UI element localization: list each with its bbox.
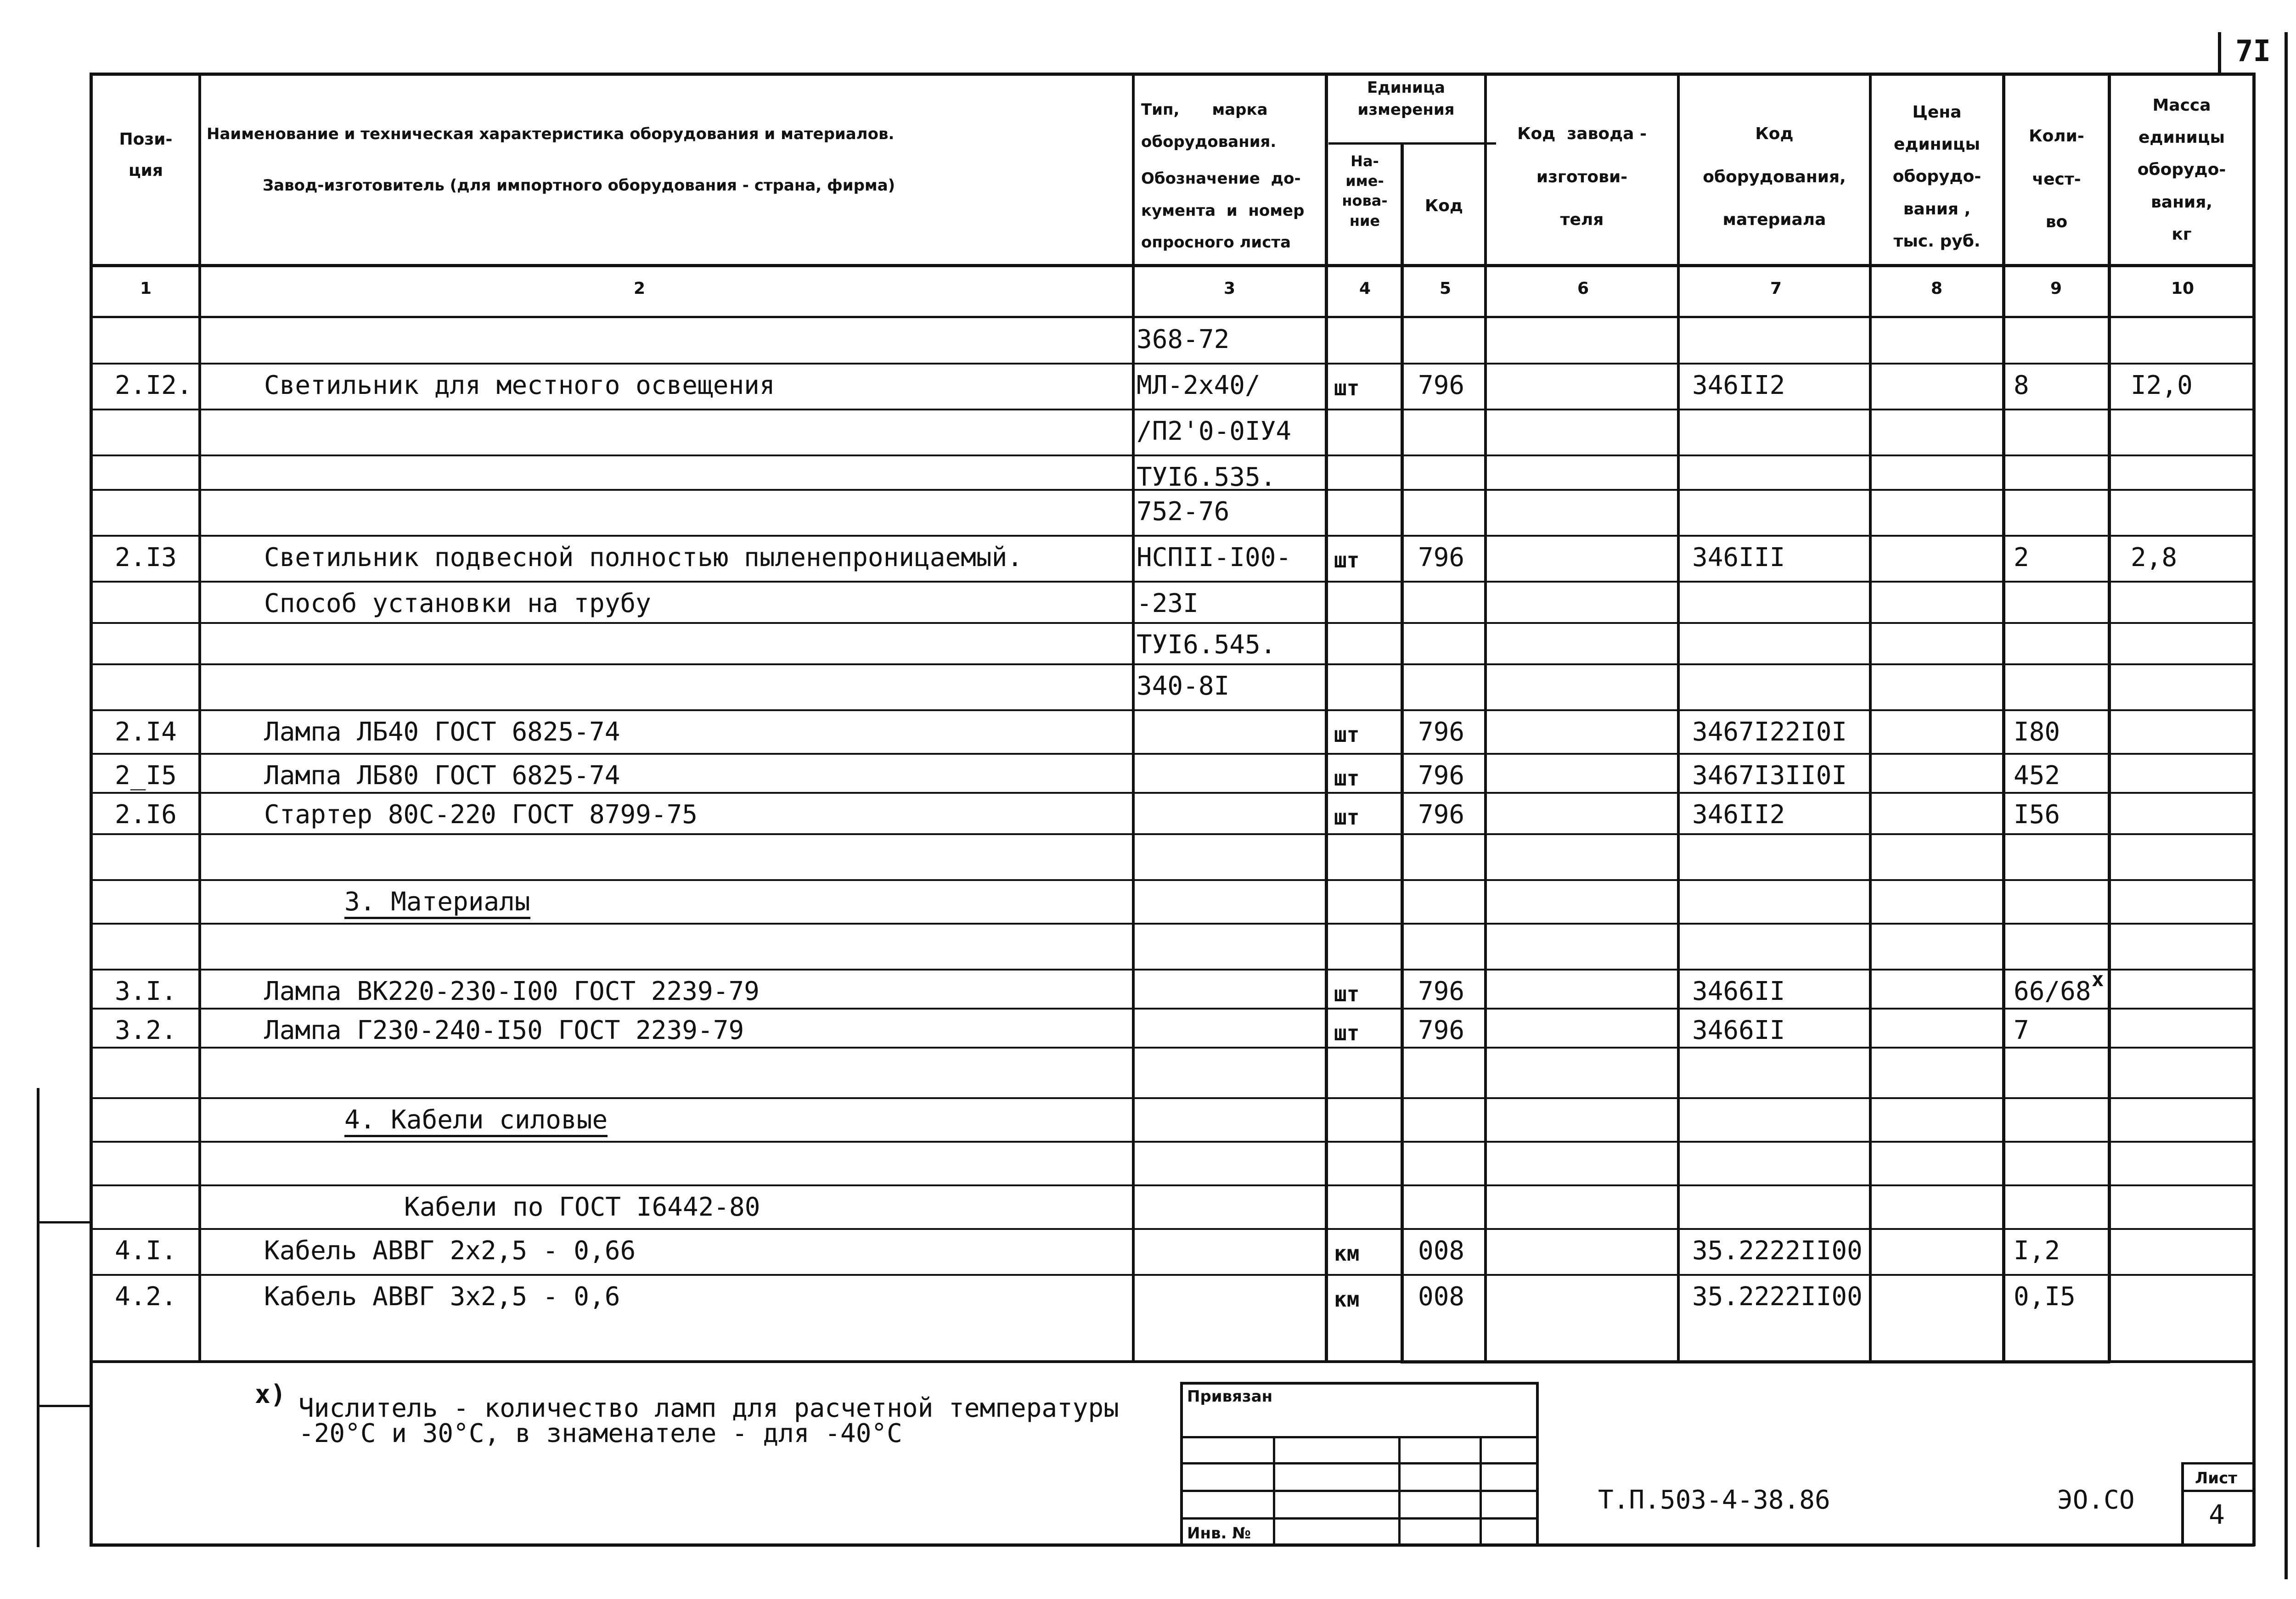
row-line bbox=[90, 1274, 2255, 1276]
footnote-line2: -20°С и 30°С, в знаменателе - для -40°С bbox=[298, 1419, 902, 1448]
cell-type: -23I bbox=[1137, 589, 1199, 618]
colnum-1: 1 bbox=[140, 279, 152, 298]
cell-name: Светильник для местного освещения bbox=[264, 370, 775, 400]
cell-equipment-code: 346II2 bbox=[1692, 370, 1785, 400]
cell-position: 2_I5 bbox=[115, 761, 177, 791]
cell-unit-code: 008 bbox=[1418, 1282, 1465, 1312]
cell-quantity: 8 bbox=[2014, 370, 2029, 400]
cell-quantity: I,2 bbox=[2014, 1236, 2060, 1266]
cell-equipment-code: 346III bbox=[1692, 543, 1785, 572]
frame-left bbox=[90, 73, 93, 1546]
header-name-line1: Наименование и техническая характеристика оборудования и материалов. bbox=[207, 125, 895, 143]
cell-mass: I2,0 bbox=[2131, 370, 2193, 400]
cell-type: НСПII-I00- bbox=[1137, 543, 1292, 572]
cell-type: МЛ-2х40/ bbox=[1137, 370, 1261, 400]
cell-quantity: I56 bbox=[2014, 800, 2060, 830]
cell-quantity: 66/68 bbox=[2014, 976, 2091, 1006]
stamp-sheet-label: Лист bbox=[2195, 1469, 2237, 1487]
header-type-line2: Обозначение до- кумента и номер опросного листа bbox=[1141, 169, 1305, 252]
header-unit: Единица измерения bbox=[1357, 79, 1455, 119]
row-line bbox=[90, 879, 2255, 881]
cell-equipment-code: 3467I22I0I bbox=[1692, 717, 1847, 747]
cell-type: /П2'0-0IУ4 bbox=[1137, 416, 1292, 446]
header-unit-code: Код bbox=[1424, 196, 1463, 215]
row-line bbox=[90, 923, 2255, 925]
cell-equipment-code: 35.2222II00 bbox=[1692, 1282, 1863, 1312]
cell-unit-name: км bbox=[1334, 1241, 1360, 1266]
cell-unit-name: шт bbox=[1334, 805, 1360, 830]
cell-unit-code: 796 bbox=[1418, 1016, 1465, 1045]
row-line bbox=[90, 454, 2255, 456]
cell-unit-name: шт bbox=[1334, 376, 1360, 400]
frame-right bbox=[2252, 73, 2256, 1546]
row-line bbox=[90, 1141, 2255, 1143]
row-line bbox=[90, 1097, 2255, 1099]
cell-name: Кабели по ГОСТ I6442-80 bbox=[404, 1192, 760, 1222]
cell-type: 752-76 bbox=[1137, 497, 1230, 527]
colnum-4: 4 bbox=[1359, 279, 1371, 298]
row-line bbox=[90, 409, 2255, 410]
footnote-mark: х) bbox=[255, 1380, 286, 1409]
row-line bbox=[90, 581, 2255, 583]
frame-bottom bbox=[90, 1543, 2255, 1547]
cell-position: 4.2. bbox=[115, 1282, 177, 1312]
cell-equipment-code: 3466II bbox=[1692, 976, 1785, 1006]
cell-equipment-code: 3467I3II0I bbox=[1692, 761, 1847, 791]
cell-unit-code: 008 bbox=[1418, 1236, 1465, 1266]
cell-quantity: 452 bbox=[2014, 761, 2060, 791]
cell-quantity: 2 bbox=[2014, 543, 2029, 572]
cell-name: Способ установки на трубу bbox=[264, 589, 651, 618]
header-unit-name: На- име- нова- ние bbox=[1342, 152, 1388, 230]
row-line bbox=[90, 1184, 2255, 1186]
cell-quantity: 7 bbox=[2014, 1016, 2029, 1045]
footnote-reference-mark: х bbox=[2092, 968, 2104, 991]
stamp-bound-label: Привязан bbox=[1187, 1387, 1273, 1406]
cell-position: 2.I2. bbox=[115, 370, 192, 400]
cell-unit-code: 796 bbox=[1418, 761, 1465, 791]
cell-unit-code: 796 bbox=[1418, 976, 1465, 1006]
header-price: Цена единицы оборудо- вания , тыс. руб. bbox=[1892, 103, 1981, 251]
cell-type: ТУI6.535. bbox=[1137, 462, 1276, 492]
colnum-3: 3 bbox=[1224, 279, 1236, 298]
cell-position: 2.I3 bbox=[115, 543, 177, 572]
stamp-sheet-value: 4 bbox=[2209, 1499, 2225, 1530]
header-quantity: Коли- чест- во bbox=[2029, 127, 2084, 232]
stamp-doc-section: ЭО.СО bbox=[2057, 1485, 2135, 1515]
colnum-6: 6 bbox=[1577, 279, 1589, 298]
sheet-number: 7I bbox=[2235, 34, 2271, 68]
cell-equipment-code: 3466II bbox=[1692, 1016, 1785, 1045]
cell-equipment-code: 35.2222II00 bbox=[1692, 1236, 1863, 1266]
cell-type: 368-72 bbox=[1137, 325, 1230, 354]
cell-unit-name: шт bbox=[1334, 1021, 1360, 1045]
stamp-doc-code: Т.П.503-4-38.86 bbox=[1598, 1485, 1830, 1515]
cell-unit-name: шт bbox=[1334, 548, 1360, 572]
colnum-9: 9 bbox=[2050, 279, 2062, 298]
cell-equipment-code: 346II2 bbox=[1692, 800, 1785, 830]
cell-type: ТУI6.545. bbox=[1137, 630, 1276, 660]
row-line bbox=[90, 969, 2255, 971]
row-line bbox=[90, 709, 2255, 711]
stamp-inv-label: Инв. № bbox=[1187, 1524, 1251, 1543]
cell-mass: 2,8 bbox=[2131, 543, 2178, 572]
cell-name: 4. Кабели силовые bbox=[344, 1107, 608, 1137]
row-line bbox=[90, 753, 2255, 755]
row-line bbox=[90, 363, 2255, 365]
cell-unit-name: шт bbox=[1334, 766, 1360, 791]
cell-unit-name: шт bbox=[1334, 722, 1360, 747]
row-line bbox=[90, 833, 2255, 835]
cell-position: 2.I6 bbox=[115, 800, 177, 830]
cell-name: Лампа Г230-240-I50 ГОСТ 2239-79 bbox=[264, 1016, 744, 1045]
cell-quantity: 0,I5 bbox=[2014, 1282, 2076, 1312]
row-line bbox=[90, 1047, 2255, 1049]
cell-name: Лампа ВК220-230-I00 ГОСТ 2239-79 bbox=[264, 976, 760, 1006]
cell-name: Стартер 80С-220 ГОСТ 8799-75 bbox=[264, 800, 698, 830]
row-line bbox=[90, 663, 2255, 665]
colnum-2: 2 bbox=[634, 279, 646, 298]
header-position: Пози- ция bbox=[119, 130, 173, 180]
colnum-10: 10 bbox=[2171, 279, 2195, 298]
cell-quantity: I80 bbox=[2014, 717, 2060, 747]
cell-position: 3.2. bbox=[115, 1016, 177, 1045]
cell-name: Кабель АВВГ 3х2,5 - 0,6 bbox=[264, 1282, 620, 1312]
cell-name: Лампа ЛБ80 ГОСТ 6825-74 bbox=[264, 761, 620, 791]
cell-unit-code: 796 bbox=[1418, 717, 1465, 747]
row-line bbox=[90, 622, 2255, 624]
colnum-7: 7 bbox=[1770, 279, 1782, 298]
header-factory-code: Код завода - изготови- теля bbox=[1517, 124, 1647, 230]
cell-unit-code: 796 bbox=[1418, 370, 1465, 400]
frame-top bbox=[90, 73, 2255, 76]
header-equipment-code: Код оборудования, материала bbox=[1703, 124, 1846, 230]
row-line bbox=[90, 792, 2255, 794]
cell-name: 3. Материалы bbox=[344, 889, 530, 919]
cell-unit-name: шт bbox=[1334, 982, 1360, 1006]
cell-position: 3.I. bbox=[115, 976, 177, 1006]
cell-unit-name: км bbox=[1334, 1287, 1360, 1312]
header-type-line1: Тип, марка оборудования. bbox=[1141, 101, 1277, 151]
row-line bbox=[90, 535, 2255, 537]
row-line bbox=[90, 1008, 2255, 1010]
colnum-8: 8 bbox=[1931, 279, 1943, 298]
cell-type: 340-8I bbox=[1137, 671, 1230, 701]
cell-name: Светильник подвесной полностью пыленепроницаемый. bbox=[264, 543, 1023, 572]
header-name-line2: Завод-изготовитель (для импортного оборудования - страна, фирма) bbox=[263, 176, 895, 195]
colnum-5: 5 bbox=[1440, 279, 1452, 298]
cell-name: Лампа ЛБ40 ГОСТ 6825-74 bbox=[264, 717, 620, 747]
cell-position: 2.I4 bbox=[115, 717, 177, 747]
cell-unit-code: 796 bbox=[1418, 800, 1465, 830]
footnote-line1: Числитель - количество ламп для расчетной температуры bbox=[298, 1393, 1119, 1423]
header-mass: Масса единицы оборудо- вания, кг bbox=[2137, 96, 2226, 244]
cell-name: Кабель АВВГ 2х2,5 - 0,66 bbox=[264, 1236, 636, 1266]
cell-unit-code: 796 bbox=[1418, 543, 1465, 572]
row-line bbox=[90, 1228, 2255, 1230]
cell-position: 4.I. bbox=[115, 1236, 177, 1266]
